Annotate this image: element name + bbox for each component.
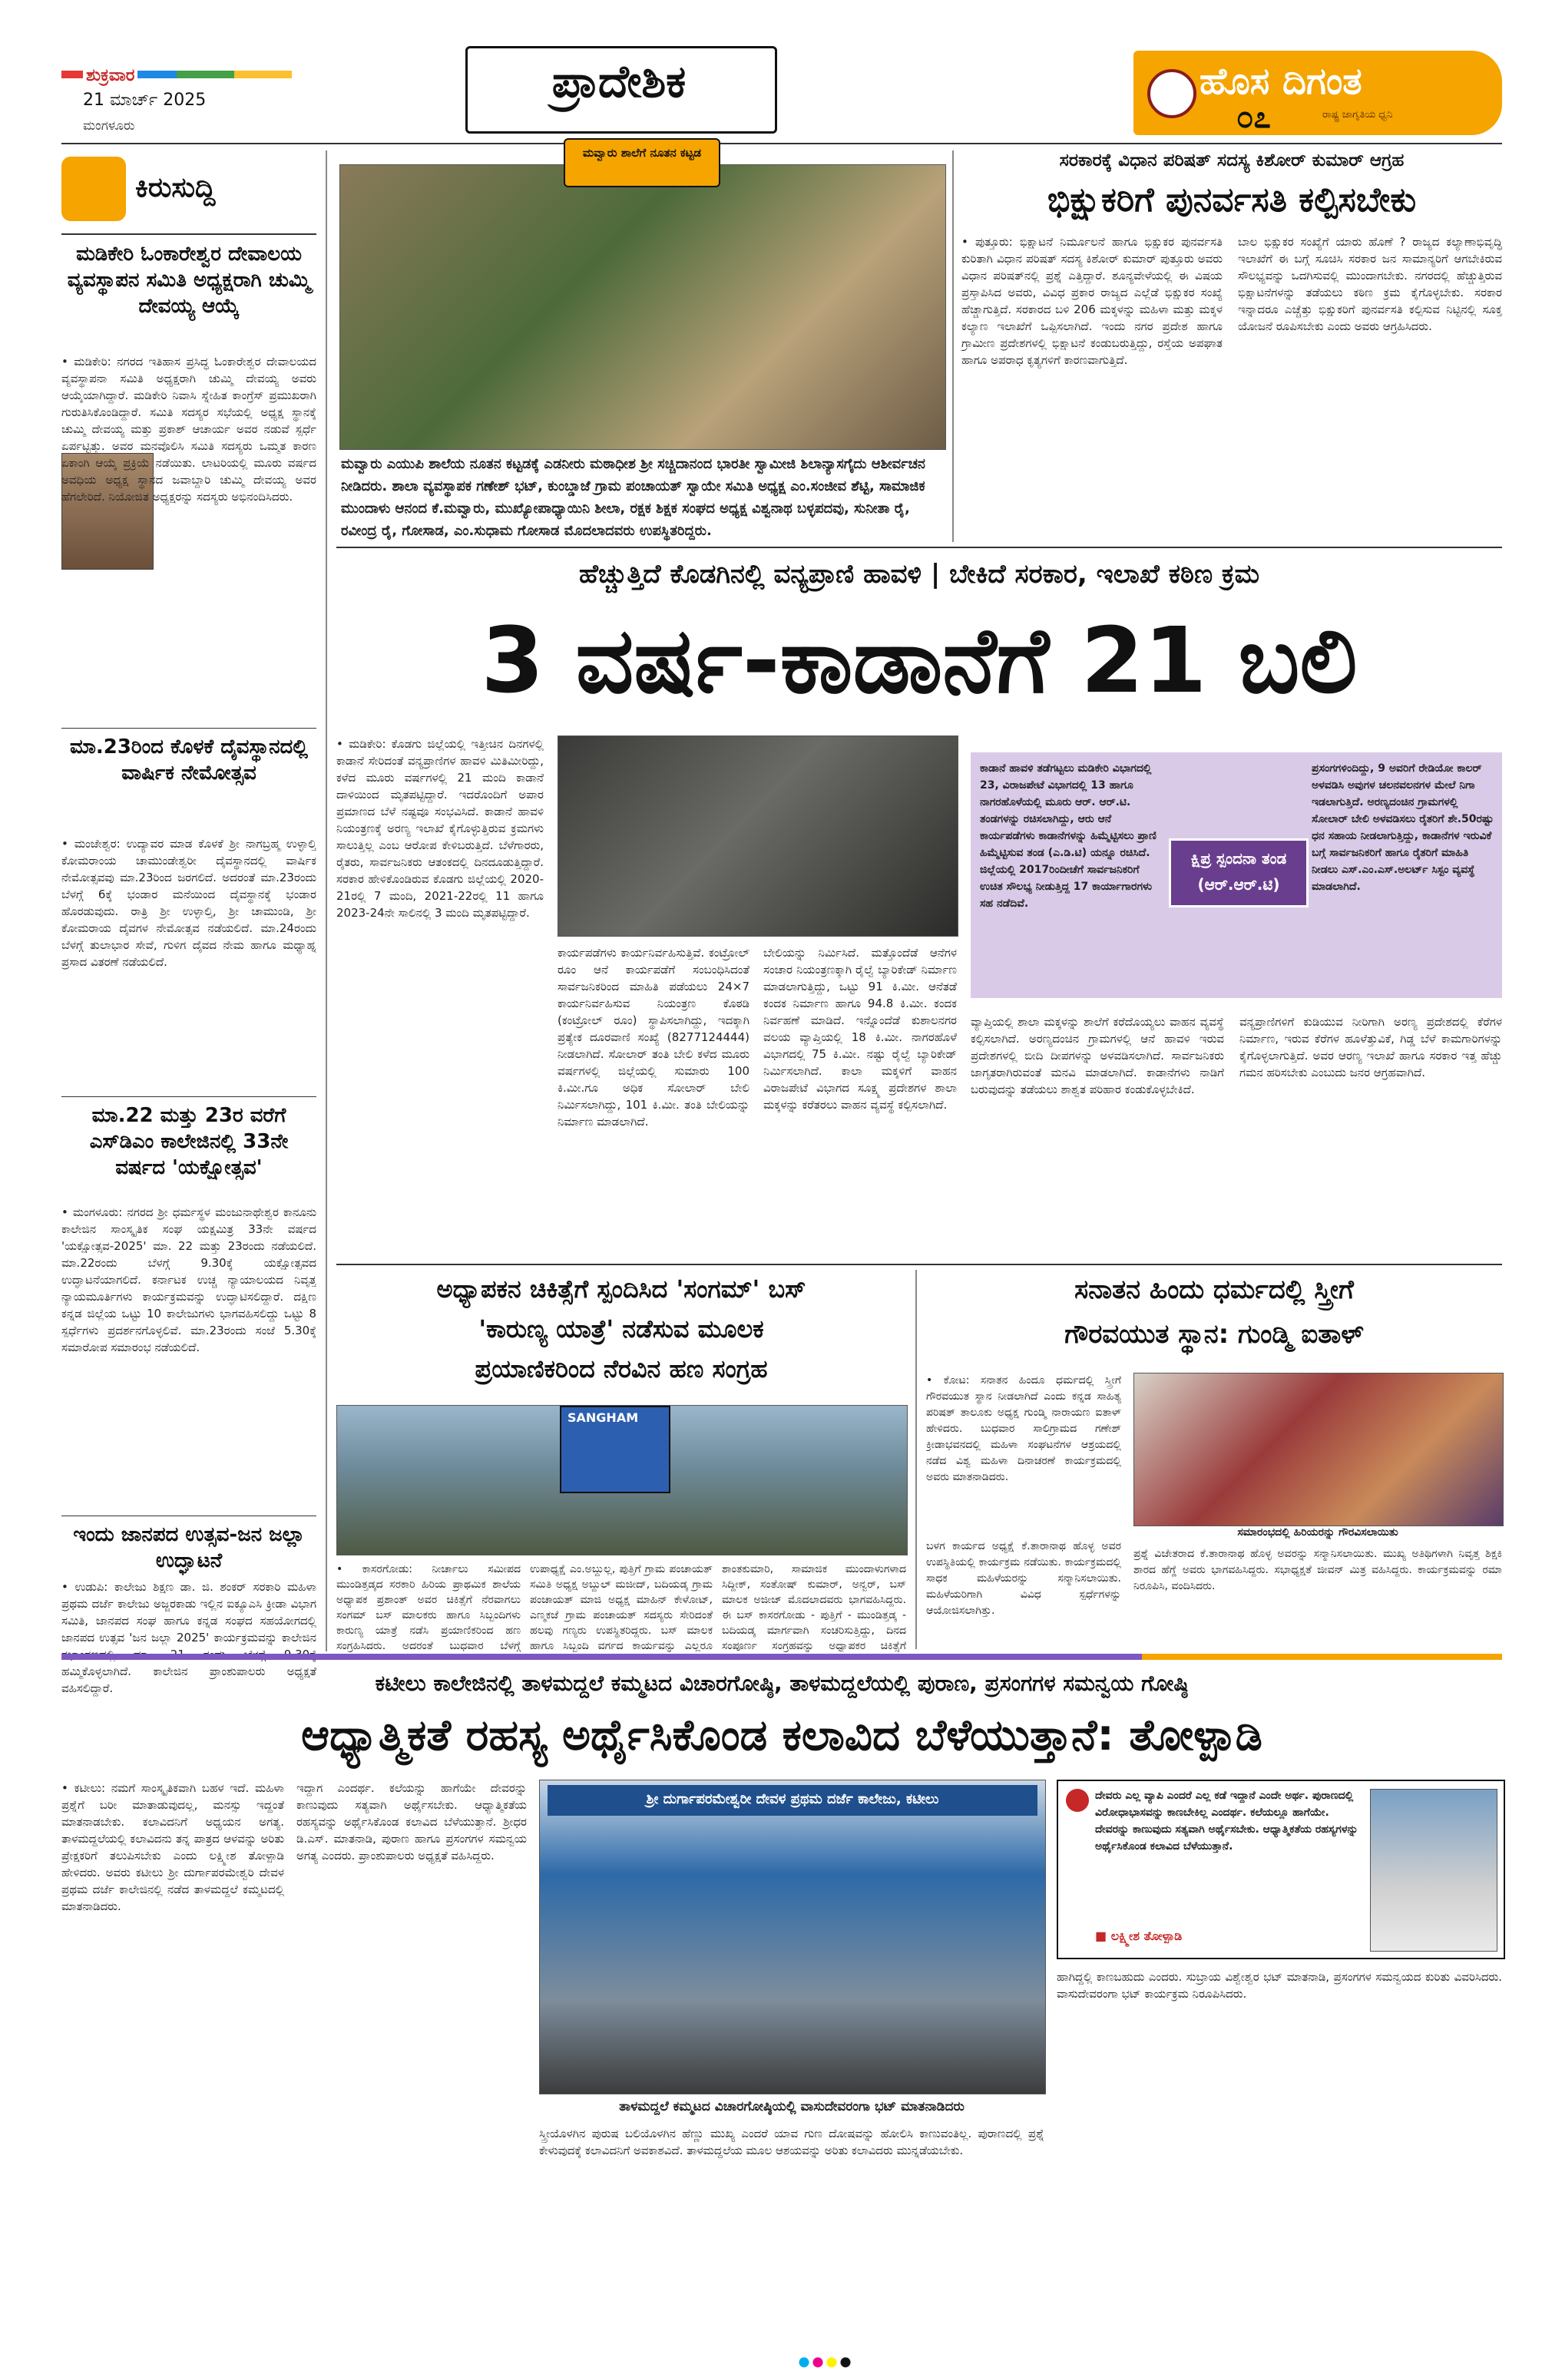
- quote-box: [1057, 1780, 1505, 1959]
- sanatana-body: ಬಳಗ ಕಾರ್ಯದ ಅಧ್ಯಕ್ಷೆ ಕೆ.ತಾರಾನಾಥ ಹೊಳ್ಳ ಅವರ ಉಪಸ್ಥಿತಿಯಲ್ಲಿ ಕಾರ್ಯಕ್ರಮ ನಡೆಯಿತು. ಕಾರ್ಯಕ್ರಮದಲ್ಲಿ ಸಾಧಕ ಮಹಿಳೆಯರನ್ನು ಸನ್ಮಾನಿಸಲಾಯಿತು. ಮಹಿಳೆಯರಿಗಾಗಿ ವಿವಿಧ ಸ್ಪರ್ಧೆಗಳನ್ನು ಆಯೋಜಿಸಲಾಗಿತ್ತು.: [926, 1540, 1121, 1617]
- kirusuddi-divider: [61, 1096, 316, 1097]
- story-body: • ಪುತ್ತೂರು: ಭಿಕ್ಷಾಟನೆ ನಿರ್ಮೂಲನೆ ಹಾಗೂ ಭಿಕ್ಷುಕರ ಪುನರ್ವಸತಿ ಕುರಿತಾಗಿ ವಿಧಾನ ಪರಿಷತ್ ಸದಸ್ಯ ಕಿಶೋರ್ ಕುಮಾರ್ ಪುತ್ತೂರು ಅವರು ವಿಧಾನ ಪರಿಷತ್‌ನಲ್ಲಿ ಪ್ರಶ್ನೆ ಎತ್ತಿದ್ದಾರೆ. ಶೂನ್ಯವೇಳೆಯಲ್ಲಿ ಈ ವಿಷಯ ಪ್ರಸ್ತಾಪಿಸಿದ ಅವರು, ವಿವಿಧ ಪ್ರಕಾರ ರಾಜ್ಯದ ಎಲ್ಲೆಡೆ ಭಿಕ್ಷುಕರ ಸಂಖ್ಯೆ ಹೆಚ್ಚಾಗುತ್ತಿದೆ. ಸರಕಾರದ ಬಳಿ 206 ಮಕ್ಕಳನ್ನು ಮಹಿಳಾ ಮತ್ತು ಮಕ್ಕಳ ಕಲ್ಯಾಣ ಇಲಾಖೆಗೆ ಒಪ್ಪಿಸಲಾಗಿದೆ. ಇಂದು ನಗರ ಪ್ರದೇಶ ಹಾಗೂ ಗ್ರಾಮೀಣ ಪ್ರದೇಶಗಳಲ್ಲಿ ಭಿಕ್ಷಾಟನೆ ಕಂಡುಬರುತ್ತಿದ್ದು, ರಸ್ತೆಯ ಅಪಘಾತ ಹಾಗೂ ಅಪರಾಧ ಕೃತ್ಯಗಳಿಗೆ ಕಾರಣವಾಗುತ್ತಿದೆ.: [961, 235, 1223, 367]
- talamaddale-story: [61, 1664, 1502, 2355]
- rrt-box-title: [1169, 838, 1309, 907]
- kirusuddi-item-title: ಮಡಿಕೇರಿ ಓಂಕಾರೇಶ್ವರ ದೇವಾಲಯ ವ್ಯವಸ್ಥಾಪನ ಸಮಿತಿ ಅಧ್ಯಕ್ಷರಾಗಿ ಚುಮ್ಮಿ ದೇವಯ್ಯ ಆಯ್ಕೆ: [67, 243, 311, 318]
- kirusuddi-item-body: • ಮಂಜೇಶ್ವರ: ಉದ್ಯಾವರ ಮಾಡ ಕೊಳಕೆ ಶ್ರೀ ನಾಗಬ್ರಹ್ಮ ಉಳ್ಳಾಲ್ತಿ ಕೋಮರಾಂಯ ಚಾಮುಂಡೇಶ್ವರೀ ದೈವಸ್ಥಾನದಲ್ಲಿ ವಾರ್ಷಿಕ ನೇಮೋತ್ಸವವು ಮಾ.23ರಿಂದ ಜರಗಲಿದೆ. ಅದರಂತೆ ಮಾ.23ರಂದು ಬೆಳಗ್ಗೆ 6ಕ್ಕೆ ಭಂಡಾರ ಮನೆಯಿಂದ ದೈವಸ್ಥಾನಕ್ಕೆ ಭಂಡಾರ ಹೊರಡುವುದು. ರಾತ್ರಿ ಶ್ರೀ ಉಳ್ಳಾಲ್ತಿ, ಶ್ರೀ ಚಾಮುಂಡಿ, ಶ್ರೀ ಕೋಮರಾಯ ದೈವಗಳ ನೇಮೋತ್ಸವ ನಡೆಯಲಿದೆ. ಮಾ.24ರಂದು ಬೆಳಗ್ಗೆ ತುಲಾಭಾರ ಸೇವೆ, ಗುಳಿಗ ದೈವದ ನೇಮ ಹಾಗೂ ಮಧ್ಯಾಹ್ನ ಪ್ರಸಾದ ವಿತರಣೆ ನಡೆಯಲಿದೆ.: [61, 837, 316, 969]
- school-foundation-photo: [339, 164, 946, 450]
- masthead-day: ಶುಕ್ರವಾರ: [83, 66, 137, 85]
- lead-kicker: ಹೆಚ್ಚುತ್ತಿದೆ ಕೊಡಗಿನಲ್ಲಿ ವನ್ಯಪ್ರಾಣಿ ಹಾವಳಿ | ಬೇಕಿದೆ ಸರಕಾರ, ಇಲಾಖೆ ಕಠಿಣ ಕ್ರಮ: [579, 559, 1259, 590]
- sangam-body: ಶಾಂತಕುಮಾರಿ, ಸಾಮಾಜಿಕ ಮುಂದಾಳುಗಳಾದ ಸಿದ್ದೀಕ್, ಸಂತೋಷ್ ಕುಮಾರ್, ಅನ್ವರ್, ಬಸ್ ಮಾಲಕ ಅಜೀಜ್ ಮೊದಲಾದವರು ಭಾಗವಹಿಸಿದ್ದರು. ಈ ಬಸ್ ಕಾಸರಗೋಡು - ಪುತ್ತಿಗೆ - ಮುಂಡಿತ್ತಡ್ಕ - ಬದಿಯಡ್ಕ ಮಾರ್ಗವಾಗಿ ಸಂಚರಿಸುತ್ತಿದ್ದು, ದಿನದ ಸಂಪೂರ್ಣ ಸಂಗ್ರಹವನ್ನು ಅಧ್ಯಾಪಕರ ಚಿಕಿತ್ಸೆಗೆ: [722, 1563, 906, 1652]
- bottom-color-bar: [61, 1654, 1502, 1660]
- quote-text: ದೇವರು ಎಲ್ಲ ವ್ಯಾಪಿ ಎಂದರೆ ಎಲ್ಲ ಕಡೆ ಇದ್ದಾನೆ ಎಂದೇ ಅರ್ಥ. ಪುರಾಣದಲ್ಲಿ ವಿರೋಧಾಭಾಸವನ್ನು ಕಾಣಬೇಕಿಲ್ಲ ಎಂದರ್ಥ. ಕಲೆಯಲ್ಲೂ ಹಾಗೆಯೇ. ದೇವರನ್ನು ಕಾಣುವುದು ಸತ್ಯವಾಗಿ ಅರ್ಥೈಸಬೇಕು. ಆಧ್ಯಾತ್ಮಿಕತೆಯ ರಹಸ್ಯಗಳನ್ನು ಅರ್ಥೈಸಿಕೊಂಡ ಕಲಾವಿದ ಬೆಳೆಯುತ್ತಾನೆ.: [1095, 1790, 1358, 1853]
- quote-author: ■ ಲಕ್ಷ್ಮೀಶ ತೋಳ್ಪಾಡಿ: [1095, 1929, 1183, 1943]
- section-rule: [336, 547, 1502, 548]
- bottom-body: ಇದ್ದಾಗ ಎಂದರ್ಥ. ಕಲೆಯನ್ನು ಹಾಗೆಯೇ ದೇವರನ್ನು ಕಾಣುವುದು ಸತ್ಯವಾಗಿ ಅರ್ಥೈಸಬೇಕು. ಆಧ್ಯಾತ್ಮಿಕತೆಯ ರಹಸ್ಯವನ್ನು ಅರ್ಥೈಸಿಕೊಂಡ ಕಲಾವಿದ ಬೆಳೆಯುತ್ತಾನೆ. ಶ್ರೀಧರ ಡಿ.ಎಸ್. ಮಾತನಾಡಿ, ಪುರಾಣ ಹಾಗೂ ಪ್ರಸಂಗಗಳ ಸಮನ್ವಯ ಅಗತ್ಯ ಎಂದರು. ಪ್ರಾಂಶುಪಾಲರು ಅಧ್ಯಕ್ಷತೆ ವಹಿಸಿದ್ದರು.: [296, 1781, 527, 1863]
- wildlife-lead-story: [336, 553, 1502, 1259]
- bus-label: SANGHAM: [567, 1410, 639, 1425]
- kirusuddi-label: ಕಿರುಸುದ್ದಿ: [135, 172, 216, 203]
- hand-gesture-icon: [61, 157, 126, 221]
- photo-caption: ಮವ್ವಾರು ಎಯುಪಿ ಶಾಲೆಯ ನೂತನ ಕಟ್ಟಡಕ್ಕೆ ಎಡನೀರು ಮಠಾಧೀಶ ಶ್ರೀ ಸಚ್ಚಿದಾನಂದ ಭಾರತೀ ಸ್ವಾಮೀಜಿ ಶಿಲಾನ್ಯಾಸಗೈದು ಆಶೀರ್ವಚನ ನೀಡಿದರು. ಶಾಲಾ ವ್ಯವಸ್ಥಾಪಕ ಗಣೇಶ್ ಭಟ್, ಕುಂಬ್ಡಾಜೆ ಗ್ರಾಮ ಪಂಚಾಯತ್ ಸ್ವಾಯೇ ಸಮಿತಿ ಅಧ್ಯಕ್ಷ ಎಂ.ಸಂಜೀವ ಶೆಟ್ಟಿ, ಸಾಮಾಜಿಕ ಮುಂದಾಳು ಆನಂದ ಕೆ.ಮವ್ವಾರು, ಮುಖ್ಯೋಪಾಧ್ಯಾಯಿನಿ ಶೀಲಾ, ರಕ್ಷಕ ಶಿಕ್ಷಕ ಸಂಘದ ಅಧ್ಯಕ್ಷ ವಿಶ್ವನಾಥ ಬಳ್ಳಪದವು, ಸುನೀತಾ ರೈ, ರವೀಂದ್ರ ರೈ, ಗೋಸಾಡ, ಎಂ.ಸುಧಾಮ ಗೋಸಾಡ ಮೊದಲಾದವರು ಉಪಸ್ಥಿತರಿದ್ದರು.: [341, 456, 925, 539]
- kirusuddi-item-title: ಮಾ.22 ಮತ್ತು 23ರ ವರೆಗೆ ಎಸ್‌ಡಿಎಂ ಕಾಲೇಜಿನಲ್ಲಿ 33ನೇ ವರ್ಷದ 'ಯಕ್ಷೋತ್ಸವ': [89, 1104, 289, 1179]
- bottom-kicker: ಕಟೀಲು ಕಾಲೇಜಿನಲ್ಲಿ ತಾಳಮದ್ದಲೆ ಕಮ್ಮಟದ ವಿಚಾರಗೋಷ್ಠಿ, ತಾಳಮದ್ದಲೆಯಲ್ಲಿ ಪುರಾಣ, ಪ್ರಸಂಗಗಳ ಸಮನ್ವಯ ಗೋಷ್ಠಿ: [375, 1671, 1189, 1696]
- bottom-body: • ಕಟೀಲು: ನಮಗೆ ಸಾಂಸ್ಕೃತಿಕವಾಗಿ ಬಹಳ ಇದೆ. ಮಹಿಳಾ ಪ್ರಶ್ನೆಗೆ ಬರೀ ಮಾತಾಡುವುದಲ್ಲ, ಮನಸ್ಸು ಇದ್ದಂತೆ ಮಾತನಾಡಬೇಕು. ಕಲಾವಿದನಿಗೆ ಅಧ್ಯಯನ ಅಗತ್ಯ. ತಾಳಮದ್ದಲೆಯಲ್ಲಿ ಕಲಾವಿದನು ತನ್ನ ಪಾತ್ರದ ಆಳವನ್ನು ಅರಿತು ಪ್ರೇಕ್ಷಕರಿಗೆ ತಲುಪಿಸಬೇಕು ಎಂದು ಲಕ್ಷ್ಮೀಶ ತೋಳ್ಪಾಡಿ ಹೇಳಿದರು. ಅವರು ಕಟೀಲು ಶ್ರೀ ದುರ್ಗಾಪರಮೇಶ್ವರಿ ದೇವಳ ಪ್ರಥಮ ದರ್ಜೆ ಕಾಲೇಜಿನಲ್ಲಿ ನಡೆದ ತಾಳಮದ್ದಲೆ ಕಮ್ಮಟದಲ್ಲಿ ಮಾತನಾಡಿದರು.: [61, 1781, 284, 1913]
- masthead-date: 21 ಮಾರ್ಚ್ 2025: [83, 91, 207, 110]
- sanatana-story: [926, 1270, 1502, 1654]
- seminar-stage-photo: [539, 1780, 1046, 2094]
- sangam-body: • ಕಾಸರಗೋಡು: ನೀರ್ಚಾಲು ಸಮೀಪದ ಮುಂಡಿತ್ತಡ್ಕದ ಸರಕಾರಿ ಹಿರಿಯ ಪ್ರಾಥಮಿಕ ಶಾಲೆಯ ಅಧ್ಯಾಪಕ ಪ್ರಶಾಂತ್ ಅವರ ಚಿಕಿತ್ಸೆಗೆ ನೆರವಾಗಲು ಸಂಗಮ್ ಬಸ್ ಮಾಲಕರು ಹಾಗೂ ಸಿಬ್ಬಂದಿಗಳು ಕಾರುಣ್ಯ ಯಾತ್ರೆ ನಡೆಸಿ ಪ್ರಯಾಣಿಕರಿಂದ ಹಣ ಸಂಗ್ರಹಿಸಿದರು. ಅದರಂತೆ ಬುಧವಾರ ಬೆಳಗ್ಗೆ: [336, 1563, 521, 1652]
- kirusuddi-rule: [61, 233, 316, 235]
- column-divider: [915, 1270, 917, 1649]
- rrt-box-right: ಪ್ರಸಂಗಗಳಿಂದಿದ್ದು, 9 ಅವರಿಗೆ ರೇಡಿಯೋ ಕಾಲರ್ ಅಳವಡಿಸಿ ಅವುಗಳ ಚಲನವಲನಗಳ ಮೇಲೆ ನಿಗಾ ಇಡಲಾಗುತ್ತಿದೆ. ಅರಣ್ಯದಂಚಿನ ಗ್ರಾಮಗಳಲ್ಲಿ ಸೋಲಾರ್ ಬೇಲಿ ಅಳವಡಿಸಲು ರೈತರಿಗೆ ಶೇ.50ರಷ್ಟು ಧನ ಸಹಾಯ ನೀಡಲಾಗುತ್ತಿದ್ದು, ಕಾಡಾನೆಗಳ ಇರುವಿಕೆ ಬಗ್ಗೆ ಸಾರ್ವಜನಿಕರಿಗೆ ಹಾಗೂ ರೈತರಿಗೆ ಮಾಹಿತಿ ನೀಡಲು ಎಸ್.ಎಂ.ಎಸ್.ಅಲರ್ಟ್ ಸಿಸ್ಟಂ ವ್ಯವಸ್ಥೆ ಮಾಡಲಾಗಿದೆ.: [1312, 762, 1494, 893]
- bottom-body: ಹಾಗಿದ್ದಲ್ಲಿ ಕಾಣಬಹುದು ಎಂದರು. ಸುಬ್ರಾಯ ವಿಶ್ವೇಶ್ವರ ಭಟ್ ಮಾತನಾಡಿ, ಪ್ರಸಂಗಗಳ ಸಮನ್ವಯದ ಕುರಿತು ವಿವರಿಸಿದರು. ವಾಸುದೇವರಂಗಾ ಭಟ್ ಕಾರ್ಯಕ್ರಮ ನಿರೂಪಿಸಿದರು.: [1057, 1970, 1502, 2001]
- photo-badge: [564, 138, 720, 187]
- photo-badge-text: ಮವ್ವಾರು ಶಾಲೆಗೆ ನೂತನ ಕಟ್ಟಡ: [582, 146, 702, 160]
- sangam-headline-2: 'ಕಾರುಣ್ಯ ಯಾತ್ರೆ' ನಡೆಸುವ ಮೂಲಕ: [478, 1314, 764, 1344]
- kirusuddi-item-body: • ಮಡಿಕೇರಿ: ನಗರದ ಇತಿಹಾಸ ಪ್ರಸಿದ್ಧ ಓಂಕಾರೇಶ್ವರ ದೇವಾಲಯದ ವ್ಯವಸ್ಥಾಪನಾ ಸಮಿತಿ ಅಧ್ಯಕ್ಷರಾಗಿ ಚುಮ್ಮಿ ದೇವಯ್ಯ ಅವರು ಆಯ್ಕೆಯಾಗಿದ್ದಾರೆ. ಮಡಿಕೇರಿ ನಿವಾಸಿ ಸ್ನೇಹಿತ ಕಾಂಗ್ರೆಸ್ ಪ್ರಮುಖರಾಗಿ ಗುರುತಿಸಿಕೊಂಡಿದ್ದಾರೆ. ಸಮಿತಿ ಸದಸ್ಯರ ಸಭೆಯಲ್ಲಿ ಅಧ್ಯಕ್ಷ ಸ್ಥಾನಕ್ಕೆ ಚುಮ್ಮಿ ದೇವಯ್ಯ ಮತ್ತು ಪ್ರಕಾಶ್ ಆಚಾರ್ಯ ಅವರ ನಡುವೆ ಸ್ಪರ್ಧೆ ಏರ್ಪಟ್ಟಿತ್ತು. ಅವರ ಮನವೊಲಿಸಿ ಸಮಿತಿ ಸದಸ್ಯರು ಒಮ್ಮತ ಕಾರಣ ಏಕಾಂಗಿ ಆಯ್ಕೆ ಪ್ರಕ್ರಿಯೆ ನಡೆಯಿತು. ಲಾಟರಿಯಲ್ಲಿ ಮೂರು ವರ್ಷದ ಅವಧಿಯ ಅಧ್ಯಕ್ಷ ಸ್ಥಾನದ ಜವಾಬ್ದಾರಿ ಚುಮ್ಮಿ ದೇವಯ್ಯ ಅವರ ಹೆಗಲೇರಿದೆ. ನಿಯೋಜಿತ ಅಧ್ಯಕ್ಷರನ್ನು ಸದಸ್ಯರು ಅಭಿನಂದಿಸಿದರು.: [61, 355, 316, 504]
- top-photo-story: [336, 138, 946, 545]
- story-body: ಬಾಲ ಭಿಕ್ಷುಕರ ಸಂಖ್ಯೆಗೆ ಯಾರು ಹೊಣೆ ? ರಾಜ್ಯದ ಕಲ್ಯಾಣಾಭಿವೃದ್ಧಿ ಇಲಾಖೆಗೆ ಈ ಬಗ್ಗೆ ಸೂಚಿಸಿ ಸರಕಾರ ಜನ ಸಾಮಾನ್ಯರಿಗೆ ಆಗಬೇಕಿರುವ ಸೌಲಭ್ಯವನ್ನು ಒದಗಿಸುವಲ್ಲಿ ಮುಂದಾಗಬೇಕು. ನಗರದಲ್ಲಿ ಹೆಚ್ಚುತ್ತಿರುವ ಭಿಕ್ಷಾಟನೆಗಳನ್ನು ತಡೆಯಲು ಕಠಿಣ ಕ್ರಮ ಕೈಗೊಳ್ಳಬೇಕು. ಸರಕಾರ ಇನ್ನಾದರೂ ಎಚ್ಚೆತ್ತು ಭಿಕ್ಷುಕರಿಗೆ ಪುನರ್ವಸತಿ ಕಲ್ಪಿಸುವ ನಿಟ್ಟಿನಲ್ಲಿ ಸೂಕ್ತ ಯೋಜನೆ ರೂಪಿಸಬೇಕು ಎಂದು ಅವರು ಆಗ್ರಹಿಸಿದರು.: [1238, 235, 1502, 333]
- women-felicitation-photo: [1133, 1373, 1504, 1526]
- kirusuddi-section: [61, 150, 316, 1695]
- paper-tagline: ರಾಷ್ಟ್ರ ಜಾಗೃತಿಯ ಧ್ವನಿ: [1322, 109, 1393, 121]
- sangam-body: ಉಪಾಧ್ಯಕ್ಷೆ ಎಂ.ಅಬ್ದುಲ್ಲ, ಪುತ್ತಿಗೆ ಗ್ರಾಮ ಪಂಚಾಯತ್ ಸಮಿತಿ ಅಧ್ಯಕ್ಷ ಅಬ್ದುಲ್ ಮಜೀದ್, ಬದಿಯಡ್ಕ ಗ್ರಾಮ ಪಂಚಾಯತ್ ಮಾಜಿ ಅಧ್ಯಕ್ಷ ಮಾಹಿನ್ ಕೇಳೋಟ್, ಎಣ್ಮಕಜೆ ಗ್ರಾಮ ಪಂಚಾಯತ್ ಸದಸ್ಯರು ಸೇರಿದಂತೆ ಹಲವು ಗಣ್ಯರು ಉಪಸ್ಥಿತರಿದ್ದರು. ಬಸ್ ಮಾಲಕ ಹಾಗೂ ಸಿಬ್ಬಂದಿ ವರ್ಗದ ಕಾರ್ಯವನ್ನು ಎಲ್ಲರೂ: [530, 1563, 713, 1652]
- column-divider: [326, 150, 327, 1651]
- bus-group-photo: [336, 1405, 908, 1555]
- kirusuddi-header: [61, 157, 246, 226]
- paper-logo: [1133, 51, 1502, 135]
- paper-name: ಹೊಸ ದಿಗಂತ: [1200, 60, 1362, 103]
- page-number: ೦೭: [1236, 100, 1271, 135]
- bottom-body: ಸ್ತ್ರೀಯೊಳಗಿನ ಪುರುಷ ಬಲಿಯೊಳಗಿನ ಹೆಣ್ಣು ಮುಖ್ಯ ಎಂದರೆ ಯಾವ ಗುಣ ದೋಷವನ್ನು ಹೋಲಿಸಿ ಕಾಣುವಂತಿಲ್ಲ. ಪುರಾಣದಲ್ಲಿ ಪ್ರಶ್ನೆ ಕೇಳುವುದಕ್ಕೆ ಕಲಾವಿದನಿಗೆ ಅವಕಾಶವಿದೆ. ತಾಳಮದ್ದಲೆಯ ಮೂಲ ಆಶಯವನ್ನು ಅರಿತು ಕಲಾವಿದರು ಮುನ್ನಡೆಯಬೇಕು.: [539, 2127, 1044, 2157]
- lead-body: ವನ್ಯಪ್ರಾಣಿಗಳಿಗೆ ಕುಡಿಯುವ ನೀರಿಗಾಗಿ ಅರಣ್ಯ ಪ್ರದೇಶದಲ್ಲಿ ಕೆರೆಗಳ ನಿರ್ಮಾಣ, ಇರುವ ಕೆರೆಗಳ ಹೂಳೆತ್ತುವಿಕೆ, ಗಿಡ್ಡ ಬೆಳೆ ಕಾಮಗಾರಿಗಳನ್ನು ಕೈಗೊಳ್ಳಲಾಗುತ್ತಿದೆ. ಅವರ ಆರಣ್ಯ ಇಲಾಖೆ ಹಾಗೂ ಸರಕಾರ ಇತ್ತ ಹೆಚ್ಚು ಗಮನ ಹರಿಸಬೇಕು ಎಂಬುದು ಜನರ ಆಗ್ರಹವಾಗಿದೆ.: [1239, 1015, 1502, 1079]
- masthead: [0, 0, 1542, 146]
- rrt-box-title-text: ಕ್ಷಿಪ್ರ ಸ್ಪಂದನಾ ತಂಡ (ಆರ್.ಆರ್.ಟಿ): [1190, 849, 1287, 894]
- sanatana-headline-2: ಗೌರವಯುತ ಸ್ಥಾನ: ಗುಂಡ್ಮಿ ಐತಾಳ್: [1064, 1319, 1364, 1350]
- lead-body: • ಮಡಿಕೇರಿ: ಕೊಡಗು ಜಿಲ್ಲೆಯಲ್ಲಿ ಇತ್ತೀಚಿನ ದಿನಗಳಲ್ಲಿ ಕಾಡಾನೆ ಸೇರಿದಂತೆ ವನ್ಯಪ್ರಾಣಿಗಳ ಹಾವಳಿ ಮಿತಿಮೀರಿದ್ದು, ಕಳೆದ ಮೂರು ವರ್ಷಗಳಲ್ಲಿ 21 ಮಂದಿ ಕಾಡಾನೆ ದಾಳಿಯಿಂದ ಮೃತಪಟ್ಟಿದ್ದಾರೆ. ಇದರೊಂದಿಗೆ ಅಪಾರ ಪ್ರಮಾಣದ ಬೆಳೆ ನಷ್ಟವೂ ಸಂಭವಿಸಿದೆ. ಕಾಡಾನೆ ಹಾವಳಿ ನಿಯಂತ್ರಣಕ್ಕೆ ಅರಣ್ಯ ಇಲಾಖೆ ಕೈಗೊಳ್ಳುತ್ತಿರುವ ಕ್ರಮಗಳು ಸಾಲುತ್ತಿಲ್ಲ ಎಂಬ ಆರೋಪ ಕೇಳಿಬರುತ್ತಿದೆ. ಬೆಳೆಗಾರರು, ರೈತರು, ಸಾರ್ವಜನಿಕರು ಆತಂಕದಲ್ಲಿ ದಿನದೂಡುತ್ತಿದ್ದಾರೆ. ಸರಕಾರ ಹೇಳಿಕೊಂಡಿರುವ ಕೊಡಗು ಜಿಲ್ಲೆಯಲ್ಲಿ 2020-21ರಲ್ಲಿ 7 ಮಂದಿ, 2021-22ರಲ್ಲಿ 11 ಹಾಗೂ 2023-24ನೇ ಸಾಲಿನಲ್ಲಿ 3 ಮಂದಿ ಮೃತಪಟ್ಟಿದ್ದಾರೆ.: [336, 737, 544, 920]
- sanatana-headline-1: ಸನಾತನ ಹಿಂದು ಧರ್ಮದಲ್ಲಿ ಸ್ತ್ರೀಗೆ: [1074, 1274, 1354, 1305]
- kirusuddi-item-body: • ಮಂಗಳೂರು: ನಗರದ ಶ್ರೀ ಧರ್ಮಸ್ಥಳ ಮಂಜುನಾಥೇಶ್ವರ ಕಾನೂನು ಕಾಲೇಜಿನ ಸಾಂಸ್ಕೃತಿಕ ಸಂಘ ಯಕ್ಷಮಿತ್ರ 33ನೇ ವರ್ಷದ 'ಯಕ್ಷೋತ್ಸವ-2025' ಮಾ. 22 ಮತ್ತು 23ರಂದು ನಡೆಯಲಿದೆ. ಮಾ.22ರಂದು ಬೆಳಗ್ಗೆ 9.30ಕ್ಕೆ ಯಕ್ಷೋತ್ಸವದ ಉದ್ಘಾಟನೆಯಾಗಲಿದೆ. ಕರ್ನಾಟಕ ಉಚ್ಚ ನ್ಯಾಯಾಲಯದ ನಿವೃತ್ತ ನ್ಯಾಯಮೂರ್ತಿಗಳು ಕಾರ್ಯಕ್ರಮವನ್ನು ಉದ್ಘಾಟಿಸಲಿದ್ದಾರೆ. ದಕ್ಷಿಣ ಕನ್ನಡ ಜಿಲ್ಲೆಯ ಒಟ್ಟು 10 ಕಾಲೇಜುಗಳು ಭಾಗವಹಿಸಲಿದ್ದು ಒಟ್ಟು 8 ಸ್ಪರ್ಧೆಗಳು ಪ್ರದರ್ಶನಗೊಳ್ಳಲಿವೆ. ಮಾ.23ರಂದು ಸಂಜೆ 5.30ಕ್ಕೆ ಸಮಾರೋಪ ಸಮಾರಂಭ ನಡೆಯಲಿದೆ.: [61, 1205, 316, 1354]
- kirusuddi-item-body: • ಉಡುಪಿ: ಕಾಲೇಜು ಶಿಕ್ಷಣ ಡಾ. ಜಿ. ಶಂಕರ್ ಸರಕಾರಿ ಮಹಿಳಾ ಪ್ರಥಮ ದರ್ಜೆ ಕಾಲೇಜು ಅಜ್ಜರಕಾಡು ಇಲ್ಲಿನ ಐಕ್ಯೂಎಸಿ ಕ್ರೀಡಾ ವಿಭಾಗ ಸಮಿತಿ, ಜಾನಪದ ಸಂಘ ಹಾಗೂ ಕನ್ನಡ ಸಂಘದ ಸಹಯೋಗದಲ್ಲಿ ಜಾನಪದ ಉತ್ಸವ 'ಜನ ಜಲ್ಲಾ 2025' ಕಾರ್ಯಕ್ರಮವನ್ನು ಕಾಲೇಜಿನ ಹಮ್ಮಿಕೊಳ್ಳಲಾಗಿದೆ. ಕಾಲೇಜಿನ ಪ್ರಾಂಶುಪಾಲರು ಅಧ್ಯಕ್ಷತೆ ವಹಿಸಲಿದ್ದಾರೆ.: [61, 1580, 316, 1695]
- college-banner-text: ಶ್ರೀ ದುರ್ಗಾಪರಮೇಶ್ವರೀ ದೇವಳ ಪ್ರಥಮ ದರ್ಜೆ ಕಾಲೇಜು, ಕಟೀಲು: [646, 1791, 939, 1807]
- sanatana-body: ಪ್ರಶ್ನೆ ವಿಜೇತರಾದ ಕೆ.ತಾರಾನಾಥ ಹೊಳ್ಳ ಅವರನ್ನು ಸನ್ಮಾನಿಸಲಾಯಿತು. ಮುಖ್ಯ ಅತಿಥಿಗಳಾಗಿ ನಿವೃತ್ತ ಶಿಕ್ಷಕಿ ಶಾರದ ಹೆಗ್ಡೆ ಅವರು ಭಾಗವಹಿಸಿದ್ದರು. ಸಭಾಧ್ಯಕ್ಷತೆ ಜೀವನ್ ಮಿತ್ರ ವಹಿಸಿದ್ದರು. ಕಾರ್ಯಕ್ರಮವನ್ನು ರಮಾ ನಿರೂಪಿಸಿ, ವಂದಿಸಿದರು.: [1133, 1548, 1502, 1592]
- section-rule: [336, 1264, 1502, 1265]
- kirusuddi-item-title: ಇಂದು ಜಾನಪದ ಉತ್ಸವ-ಜನ ಜಲ್ಲಾ ಉದ್ಘಾಟನೆ: [73, 1523, 305, 1572]
- lead-headline: 3 ವರ್ಷ-ಕಾಡಾನೆಗೆ 21 ಬಲಿ: [481, 607, 1358, 713]
- beggar-rehab-story: [961, 150, 1502, 542]
- kirusuddi-item-title: ಮಾ.23ರಿಂದ ಕೊಳಕೆ ದೈವಸ್ಥಾನದಲ್ಲಿ ವಾರ್ಷಿಕ ನೇಮೋತ್ಸವ: [69, 735, 309, 785]
- sanatana-body: • ಕೋಟ: ಸನಾತನ ಹಿಂದೂ ಧರ್ಮದಲ್ಲಿ ಸ್ತ್ರೀಗೆ ಗೌರವಯುತ ಸ್ಥಾನ ನೀಡಲಾಗಿದೆ ಎಂದು ಕನ್ನಡ ಸಾಹಿತ್ಯ ಪರಿಷತ್ ತಾಲೂಕು ಅಧ್ಯಕ್ಷ ಗುಂಡ್ಮಿ ನಾರಾಯಣ ಐತಾಳ್ ಹೇಳಿದರು. ಬುಧವಾರ ಸಾಲಿಗ್ರಾಮದ ಗಣೇಶ್ ಕ್ರೀಡಾಭವನದಲ್ಲಿ ಮಹಿಳಾ ಸಂಘಟನೆಗಳ ಆಶ್ರಯದಲ್ಲಿ ನಡೆದ ವಿಶ್ವ ಮಹಿಳಾ ದಿನಾಚರಣೆ ಕಾರ್ಯಕ್ರಮದಲ್ಲಿ ಅವರು ಮಾತನಾಡಿದರು.: [926, 1374, 1121, 1483]
- rrt-box-left: ಕಾಡಾನೆ ಹಾವಳಿ ತಡೆಗಟ್ಟಲು ಮಡಿಕೇರಿ ವಿಭಾಗದಲ್ಲಿ 23, ವಿರಾಜಪೇಟೆ ವಿಭಾಗದಲ್ಲಿ 13 ಹಾಗೂ ನಾಗರಹೊಳೆಯಲ್ಲಿ ಮೂರು ಆರ್. ಆರ್.ಟಿ. ತಂಡಗಳನ್ನು ರಚಿಸಲಾಗಿದ್ದು, ಆರು ಆನೆ ಕಾರ್ಯಪಡೆಗಳು ಕಾಡಾನೆಗಳನ್ನು ಹಿಮ್ಮೆಟ್ಟಿಸಲು ಪ್ರಾಣಿ ಹಿಮ್ಮೆಟ್ಟಿಸುವ ತಂಡ (ಎ.ಡಿ.ಟಿ) ಯನ್ನೂ ರಚಿಸಿದೆ. ಜಿಲ್ಲೆಯಲ್ಲಿ 2017ರಿಂದೀಚೆಗೆ ಸಾರ್ವಜನಿಕರಿಗೆ ಉಚಿತ ಸೌಲಭ್ಯ ನೀಡುತ್ತಿದ್ದ 17 ಕಾರ್ಯಾಗಾರಗಳು ಸಹ ನಡೆದಿವೆ.: [980, 762, 1156, 910]
- bottom-photo-caption: ತಾಳಮದ್ದಲೆ ಕಮ್ಮಟದ ವಿಚಾರಗೋಷ್ಠಿಯಲ್ಲಿ ವಾಸುದೇವರಂಗಾ ಭಟ್ ಮಾತನಾಡಿದರು: [619, 2099, 965, 2114]
- logo-emblem-icon: [1147, 69, 1196, 118]
- section-title: ಪ್ರಾದೇಶಿಕ: [551, 55, 687, 107]
- lead-body: ಬೇಲಿಯನ್ನು ನಿರ್ಮಿಸಿದೆ. ಮತ್ತೊಂದೆಡೆ ಆನೆಗಳ ಸಂಚಾರ ನಿಯಂತ್ರಣಕ್ಕಾಗಿ ರೈಲ್ವೆ ಬ್ಯಾರಿಕೇಡ್ ನಿರ್ಮಾಣ ಮಾಡಲಾಗುತ್ತಿದ್ದು, ಒಟ್ಟು 91 ಕಿ.ಮೀ. ಆನೆತಡೆ ಕಂದಕ ನಿರ್ಮಾಣ ಹಾಗೂ 94.8 ಕಿ.ಮೀ. ಕಂದಕ ನಿರ್ವಹಣೆ ಮಾಡಿದೆ. ಇನ್ನೊಂದೆಡೆ ಕುಶಾಲನಗರ ವಲಯ ವ್ಯಾಪ್ತಿಯಲ್ಲಿ 18 ಕಿ.ಮೀ. ನಾಗರಹೊಳೆ ವಿಭಾಗದಲ್ಲಿ 75 ಕಿ.ಮೀ. ನಷ್ಟು ರೈಲ್ವೆ ಬ್ಯಾರಿಕೇಡ್ ನಿರ್ಮಿಸಲಾಗಿದೆ. ಕಾಲಾ ಮಕ್ಕಳಿಗೆ ವಾಹನ ವಿರಾಜಪೇಟೆ ವಿಭಾಗದ ಸೂಕ್ಷ್ಮ ಪ್ರದೇಶಗಳ ಶಾಲಾ ಮಕ್ಕಳನ್ನು ಕರೆತರಲು ವಾಹನ ವ್ಯವಸ್ಥೆ ಕಲ್ಪಿಸಲಾಗಿದೆ.: [763, 946, 957, 1112]
- sangam-bus-story: [336, 1270, 906, 1654]
- story-headline: ಭಿಕ್ಷುಕರಿಗೆ ಪುನರ್ವಸತಿ ಕಲ್ಪಿಸಬೇಕು: [1047, 180, 1417, 220]
- masthead-city: ಮಂಗಳೂರು: [83, 118, 135, 134]
- sangam-headline-1: ಅಧ್ಯಾಪಕನ ಚಿಕಿತ್ಸೆಗೆ ಸ್ಪಂದಿಸಿದ 'ಸಂಗಮ್' ಬಸ್: [436, 1274, 806, 1304]
- bottom-headline: ಆಧ್ಯಾತ್ಮಿಕತೆ ರಹಸ್ಯ ಅರ್ಥೈಸಿಕೊಂಡ ಕಲಾವಿದ ಬೆಳೆಯುತ್ತಾನೆ: ತೋಳ್ಪಾಡಿ: [301, 1711, 1262, 1760]
- quote-mark-icon: [1066, 1789, 1089, 1812]
- sanatana-photo-caption: ಸಮಾರಂಭದಲ್ಲಿ ಹಿರಿಯರನ್ನು ಗೌರವಿಸಲಾಯಿತು: [1237, 1526, 1398, 1539]
- sangam-headline-3: ಪ್ರಯಾಣಿಕರಿಂದ ನೆರವಿನ ಹಣ ಸಂಗ್ರಹ: [475, 1354, 768, 1383]
- lead-body: ವ್ಯಾಪ್ತಿಯಲ್ಲಿ ಶಾಲಾ ಮಕ್ಕಳನ್ನು ಶಾಲೆಗೆ ಕರೆದೊಯ್ಯಲು ವಾಹನ ವ್ಯವಸ್ಥೆ ಕಲ್ಪಿಸಲಾಗಿದೆ. ಅರಣ್ಯದಂಚಿನ ಗ್ರಾಮಗಳಲ್ಲಿ ಆನೆ ಹಾವಳಿ ಇರುವ ಪ್ರದೇಶಗಳಲ್ಲಿ ಬೀದಿ ದೀಪಗಳನ್ನು ಅಳವಡಿಸಲಾಗಿದೆ. ಸಾರ್ವಜನಿಕರು ಜಾಗೃತರಾಗಿರುವಂತೆ ಮನವಿ ಮಾಡಲಾಗಿದೆ. ಕಾಡಾನೆಗಳು ನಾಡಿಗೆ ಬರುವುದನ್ನು ತಡೆಯಲು ಶಾಶ್ವತ ಪರಿಹಾರ ಕಂಡುಕೊಳ್ಳಬೇಕಿದೆ.: [971, 1015, 1224, 1096]
- speaker-photo: [1370, 1789, 1497, 1952]
- print-registration-marks: [799, 2357, 852, 2368]
- rrt-info-box: [971, 752, 1502, 998]
- kirusuddi-divider: [61, 728, 316, 729]
- column-divider: [952, 150, 954, 542]
- lead-body: ಕಾರ್ಯಪಡೆಗಳು ಕಾರ್ಯನಿರ್ವಹಿಸುತ್ತಿವೆ. ಕಂಟ್ರೋಲ್ ರೂಂ ಆನೆ ಕಾರ್ಯಪಡೆಗೆ ಸಂಬಂಧಿಸಿದಂತೆ ಸಾರ್ವಜನಿಕರಿಂದ ಮಾಹಿತಿ ಪಡೆಯಲು 24×7 ಕಾರ್ಯನಿರ್ವಹಿಸುವ ನಿಯಂತ್ರಣ ಕೊಠಡಿ (ಕಂಟ್ರೋಲ್ ರೂಂ) ಸ್ಥಾಪಿಸಲಾಗಿದ್ದು, ಇದಕ್ಕಾಗಿ ಪ್ರತ್ಯೇಕ ದೂರವಾಣಿ ಸಂಖ್ಯೆ (8277124444) ನೀಡಲಾಗಿದೆ. ಸೋಲಾರ್ ತಂತಿ ಬೇಲಿ ಕಳೆದ ಮೂರು ವರ್ಷಗಳಲ್ಲಿ ಜಿಲ್ಲೆಯಲ್ಲಿ ಸುಮಾರು 100 ಕಿ.ಮೀ.ಗೂ ಅಧಿಕ ಸೋಲಾರ್ ಬೇಲಿ ನಿರ್ಮಿಸಲಾಗಿದ್ದು, 101 ಕಿ.ಮೀ. ತಂತಿ ಬೇಲಿಯನ್ನು ನಿರ್ಮಾಣ ಮಾಡಲಾಗಿದೆ.: [558, 946, 749, 1129]
- elephant-cctv-photo: [558, 735, 958, 937]
- story-kicker: ಸರಕಾರಕ್ಕೆ ವಿಧಾನ ಪರಿಷತ್ ಸದಸ್ಯ ಕಿಶೋರ್ ಕುಮಾರ್ ಆಗ್ರಹ: [1059, 150, 1405, 170]
